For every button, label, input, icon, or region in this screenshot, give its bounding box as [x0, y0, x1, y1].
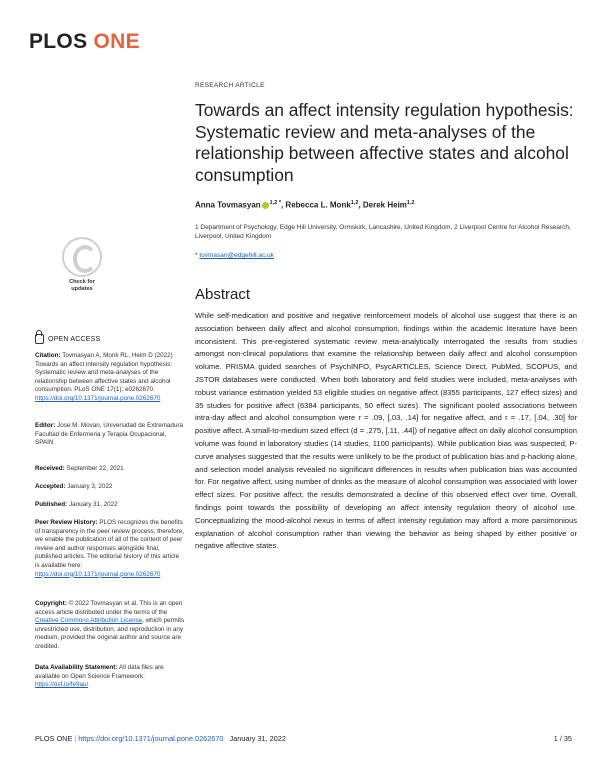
peer-review-link[interactable]: https://doi.org/10.1371/journal.pone.0262670	[35, 570, 161, 578]
footer-journal: PLOS ONE	[35, 734, 73, 743]
sidebar-copyright: Copyright: © 2022 Tovmasyan et al. This is an open access article distributed under the terms of the Creative Commons Attribution License, which permits unrestricted use, distribution, and reproduction in any medium, provided the original author and source are credited.	[35, 600, 185, 650]
corresponding-email	[195, 252, 274, 259]
check-for-updates-label: Check for updates	[69, 279, 95, 292]
sidebar-citation: Citation: Tovmasyan A, Monk RL, Heim D (2022) Towards an affect intensity regulation hypothesis: Systematic review and meta-analyses of the relationship between affective states and alcohol consumption. PLoS ONE 17(1): e0262670. https://doi.org/10.1371/journal.pone.0262670	[35, 352, 173, 402]
affiliations: 1 Department of Psychology, Edge Hill University, Ormskirk, Lancashire, United Kingdom, 2 Liverpool Centre for Alcohol Research, Liverpool, United Kingdom	[195, 224, 571, 240]
logo-one-text: ONE	[93, 30, 140, 53]
page-footer: PLOS ONE | https://doi.org/10.1371/journal.pone.0262670 January 31, 2022	[35, 734, 286, 743]
sidebar-editor: Editor: Jose M. Movan, Universidad de Extremadura Facultad de Enfermeria y Terapia Ocupacional, SPAIN	[35, 422, 184, 447]
abstract-text: While self-medication and positive and negative reinforcement models of alcohol use suggest that there is an association between daily affect and alcohol consumption, findings within the academic literature have been inconsistent. This pre-registered systematic review meta-analytically interrogated the results from studies amongst non-clinical populations that examine the relationship between daily affect and alcohol consumption volume. PRISMA guided searches of PsychINFO, PsycARTICLES, Science Direct, PubMed, SCOPUS, and JSTOR databases were conducted. When both laboratory and field studies were included, meta-analyses with robust variance estimation yielded 53 eligible studies on negative affect (8355 participants, 127 effect sizes) and 35 studies for positive affect (6384 participants, 50 effect sizes). The significant pooled associations between intra-day affect and alcohol consumption were r = .09, [.03, .14] for negative affect, and r = .17, [.04, .30] for positive affect. A small-to-medium sized effect (d = .275, [.11, .44]) of negative affect on daily alcohol consumption volume was found in laboratory studies (14 studies, 1100 participants). While publication bias was suspected, P-curve analyses suggested that the results were unlikely to be the product of publication bias and p-hacking alone, and selection model analysis revealed no significant differences in results when publication bias was accounted for. For negative affect, using number of drinks as the measure of alcohol consumption was associated with lower effect sizes. For positive affect, the results demonstrated a decline of this observed effect over time. Overall, findings point towards the possibility of developing an affect intensity regulation theory of alcohol use. Conceptualizing the mood-alcohol nexus in terms of affect intensity regulation may afford a more parsimonious explanation of alcohol consumption rather than viewing the behavior as being shaped by either positive or negative affective states.	[195, 311, 577, 551]
author-name: , Derek Heim	[358, 200, 407, 210]
email-link[interactable]: tovmasan@edgehill.ac.uk	[199, 252, 274, 259]
sidebar-accepted: Accepted: January 3, 2022	[35, 483, 113, 490]
data-link[interactable]: https://osf.io/fe9au/	[35, 681, 89, 689]
check-for-updates-badge[interactable]	[62, 237, 102, 291]
author-name: , Rebecca L. Monk	[280, 200, 351, 210]
email-star: *	[195, 252, 198, 259]
abstract-heading: Abstract	[195, 286, 251, 303]
article-type: RESEARCH ARTICLE	[195, 82, 265, 89]
sidebar-published: Published: January 31, 2022	[35, 501, 118, 508]
open-access-lock-icon	[35, 334, 44, 344]
sidebar-peer-review: Peer Review History: PLOS recognizes the benefits of transparency in the peer review process; therefore, we enable the publication of all of the content of peer review and author responses alongside final, published articles. The editorial history of this article is available here: https://doi.org/10.1371/journal.pone.0262670	[35, 519, 185, 578]
author-name: Anna Tovmasyan	[195, 200, 261, 210]
author-affiliation-sup: 1,2	[406, 200, 415, 206]
footer-date: January 31, 2022	[229, 734, 286, 743]
page-number: 1 / 35	[553, 734, 572, 743]
citation-doi-link[interactable]: https://doi.org/10.1371/journal.pone.0262670	[35, 394, 161, 402]
sidebar-received: Received: September 22, 2021	[35, 465, 124, 472]
article-title: Towards an affect intensity regulation hypothesis: Systematic review and meta-analyses of the relationship between affective states and alcohol consumption	[195, 100, 574, 185]
journal-logo[interactable]	[29, 30, 140, 54]
footer-doi-link[interactable]: https://doi.org/10.1371/journal.pone.0262670	[78, 734, 224, 743]
logo-plos-text: PLOS	[29, 30, 88, 53]
orcid-icon[interactable]	[262, 202, 269, 209]
license-link[interactable]: Creative Commons Attribution License	[35, 617, 143, 625]
check-for-updates-icon	[62, 237, 102, 277]
author-affiliation-sup: 1,2 *	[269, 200, 281, 206]
author-list	[195, 200, 415, 210]
author-affiliation-sup: 1,2	[350, 200, 359, 206]
open-access-label: OPEN ACCESS	[35, 334, 100, 344]
sidebar-data-availability: Data Availability Statement: All data files are available on Open Science Framework: https://osf.io/fe9au/	[35, 664, 164, 689]
